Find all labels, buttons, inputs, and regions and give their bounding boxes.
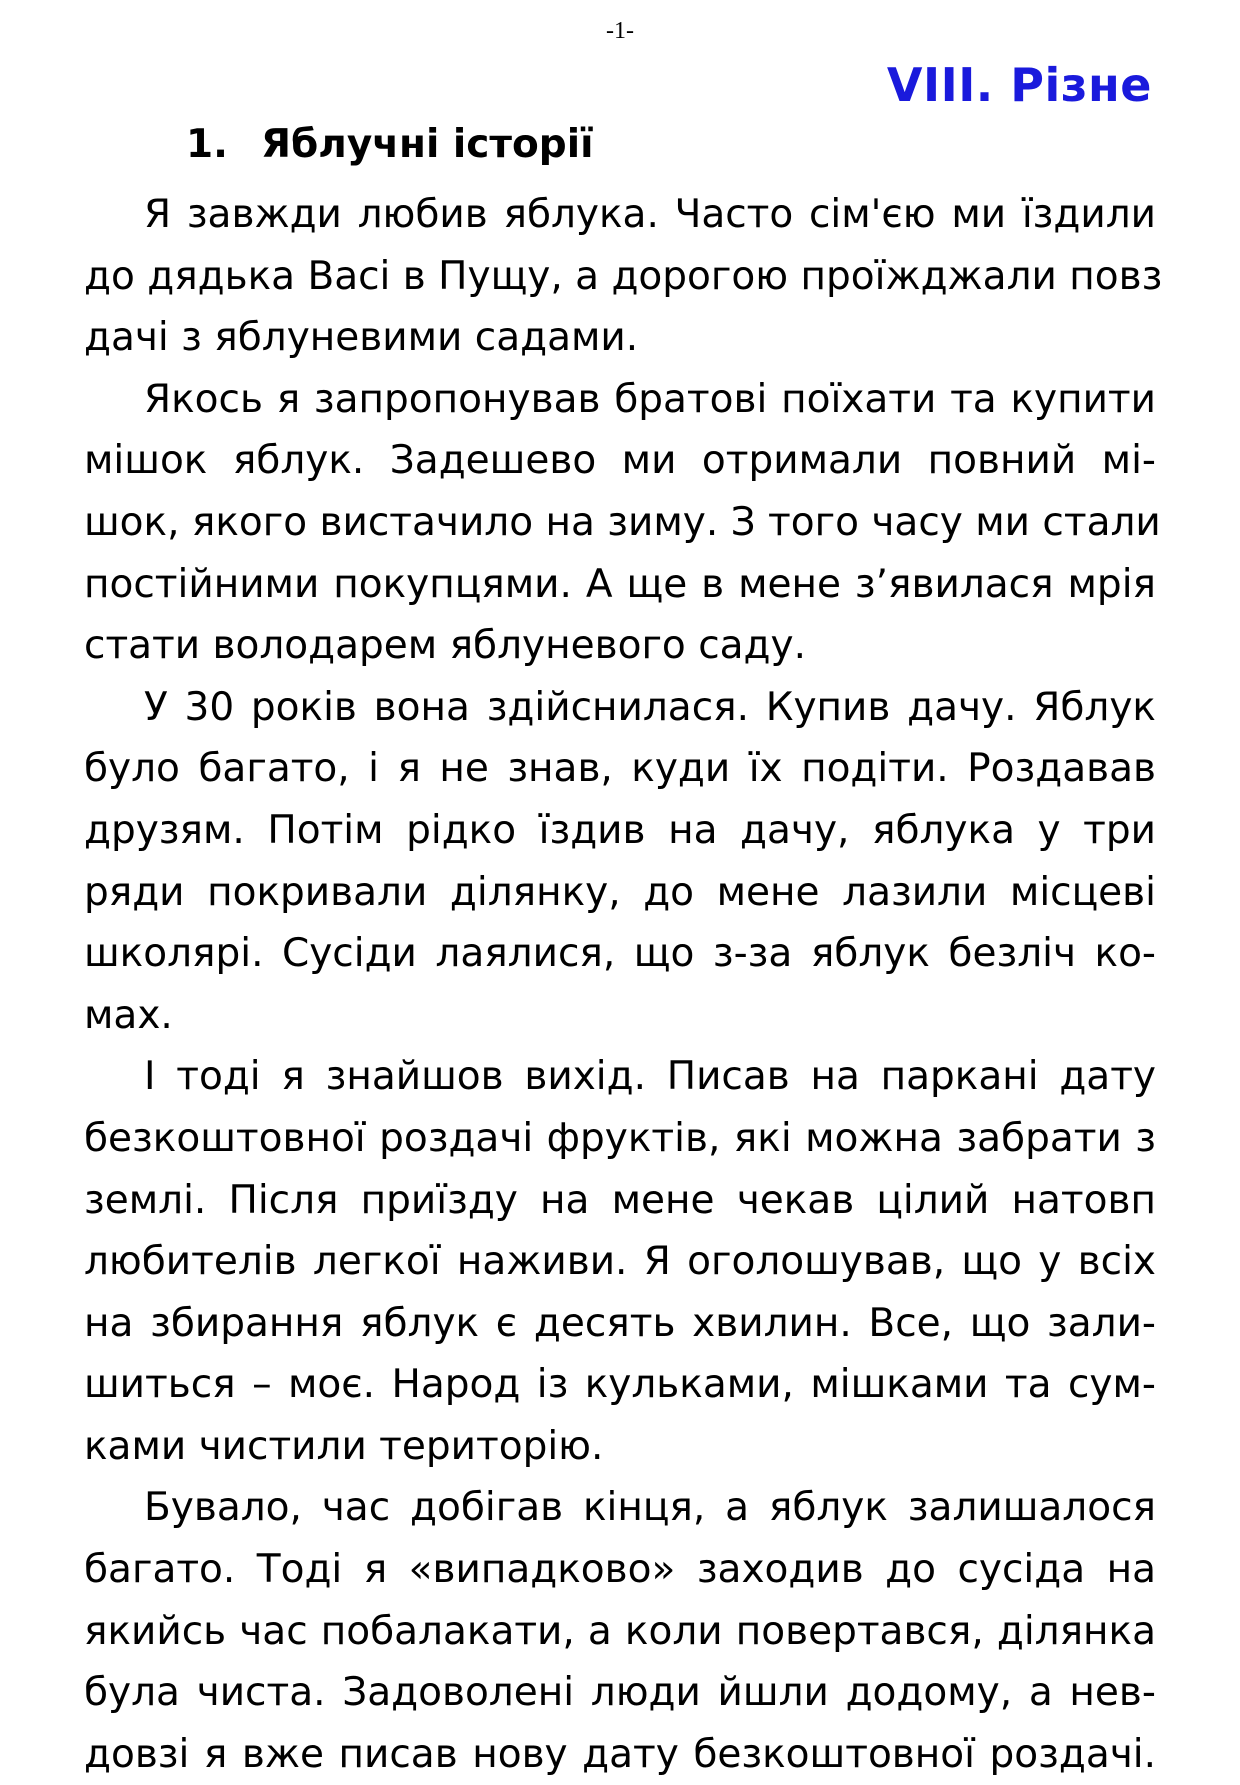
text-line: мішок яблук. Задешево ми отримали повний мі-	[84, 438, 1156, 484]
section-title: Яблучні історії	[261, 122, 594, 167]
text-line: Бувало, час добігав кінця, а яблук залишалося	[144, 1485, 1156, 1531]
text-line: ряди покривали ділянку, до мене лазили місцеві	[84, 869, 1156, 915]
body-text	[84, 184, 1163, 1785]
text-line: школярі. Сусіди лаялися, що з-за яблук безліч ко-	[84, 931, 1156, 977]
text-line: любителів легкої наживи. Я оголошував, що у всіх	[84, 1239, 1156, 1285]
section-heading	[186, 122, 593, 167]
text-line: до дядька Васі в Пущу, а дорогою проїжджали повз	[84, 253, 1163, 299]
text-line: мах.	[84, 992, 173, 1038]
text-line: на збирання яблук є десять хвилин. Все, що зали-	[84, 1300, 1156, 1346]
text-line: землі. Після приїзду на мене чекав цілий натовп	[84, 1177, 1156, 1223]
text-line: якийсь час побалакати, а коли повертався, ділянка	[84, 1608, 1156, 1654]
text-line: багато. Тоді я «випадково» заходив до сусіда на	[84, 1547, 1156, 1593]
chapter-title: VIII. Різне	[886, 58, 1152, 112]
text-line: У 30 років вона здійснилася. Купив дачу. Яблук	[144, 684, 1156, 730]
text-line: безкоштовної роздачі фруктів, які можна забрати з	[84, 1115, 1156, 1161]
section-number: 1.	[186, 122, 228, 167]
text-line: Я завжди любив яблука. Часто сім'єю ми їздили	[144, 192, 1156, 237]
text-line: довзі я вже писав нову дату безкоштовної роздачі.	[84, 1731, 1156, 1777]
text-line: дачі з яблуневими садами.	[84, 315, 639, 361]
text-line: стати володарем яблуневого саду.	[84, 623, 806, 669]
text-line: Якось я запропонував братові поїхати та купити	[144, 376, 1156, 422]
text-line: ками чистили територію.	[84, 1423, 604, 1469]
text-line: І тоді я знайшов вихід. Писав на паркані дату	[144, 1054, 1156, 1100]
text-line: була чиста. Задоволені люди йшли додому, а нев-	[84, 1670, 1156, 1716]
text-line: було багато, і я не знав, куди їх подіти. Роздавав	[84, 746, 1156, 792]
page-number: -1-	[606, 18, 634, 44]
text-line: друзям. Потім рідко їздив на дачу, яблука у три	[84, 807, 1156, 853]
text-line: шиться – моє. Народ із кульками, мішками та сум-	[84, 1362, 1156, 1408]
text-line: шок, якого вистачило на зиму. З того часу ми стали	[84, 499, 1161, 545]
text-line: постійними покупцями. А ще в мене з’явилася мрія	[84, 561, 1156, 607]
